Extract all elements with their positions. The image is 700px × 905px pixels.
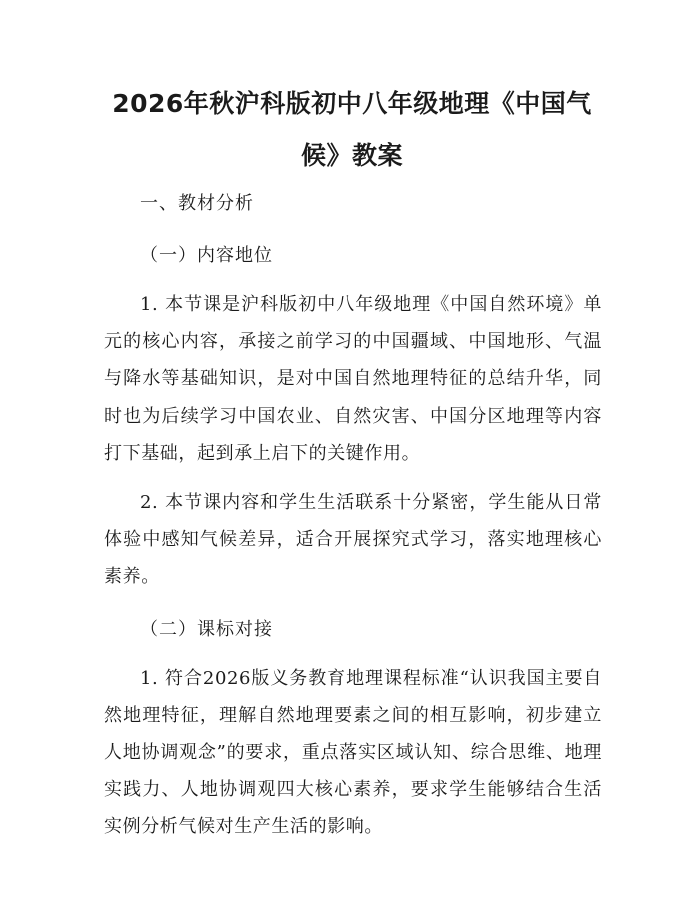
paragraph-content-position-1: 1. 本节课是沪科版初中八年级地理《中国自然环境》单元的核心内容，承接之前学习的中国疆域、中国地形、气温与降水等基础知识，是对中国自然地理特征的总结升华，同时也为后续学习中国农业、自然灾害、中国分区地理等内容打下基础，起到承上启下的关键作用。: [104, 294, 602, 464]
paragraph-curriculum-alignment-1: 1. 符合2026版义务教育地理课程标准“认识我国主要自然地理特征，理解自然地理要素之间的相互影响，初步建立人地协调观念”的要求，重点落实区域认知、综合思维、地理实践力、人地协调观四大核心素养，要求学生能够结合生活实例分析气候对生产生活的影响。: [104, 667, 602, 838]
document-title: 2026年秋沪科版初中八年级地理《中国气候》教案: [112, 89, 592, 170]
section-heading-textbook-analysis: 一、教材分析: [140, 193, 254, 214]
subsection-heading-curriculum-alignment: （二）课标对接: [140, 618, 273, 640]
subsection-heading-content-position: （一）内容地位: [140, 245, 273, 266]
paragraph-content-position-2: 2. 本节课内容和学生生活联系十分紧密，学生能从日常体验中感知气候差异，适合开展探究式学习，落实地理核心素养。: [104, 492, 602, 588]
document-body: [104, 184, 602, 846]
